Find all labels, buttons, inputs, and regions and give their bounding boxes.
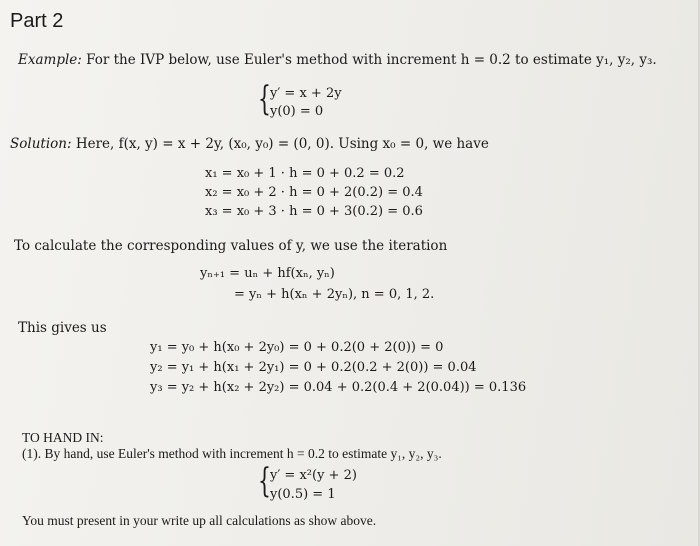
x-step-2: x₂ = x₀ + 2 · h = 0 + 2(0.2) = 0.4 — [205, 185, 423, 200]
page-heading: Part 2 — [10, 10, 64, 32]
example-initial-condition: y(0) = 0 — [270, 104, 324, 119]
x-step-1: x₁ = x₀ + 1 · h = 0 + 0.2 = 0.2 — [205, 166, 405, 181]
y-step-2: y₂ = y₁ + h(x₁ + 2y₁) = 0 + 0.2(0.2 + 2(0)) = 0.04 — [150, 360, 477, 375]
hand-in-footer: You must present in your write up all calculations as show above. — [22, 513, 377, 528]
example-ode: y′ = x + 2y — [270, 86, 342, 101]
iteration-formula-1: yₙ₊₁ = uₙ + hf(xₙ, yₙ) — [200, 266, 335, 281]
hand-in-ode: y′ = x²(y + 2) — [270, 468, 357, 483]
iteration-intro: To calculate the corresponding values of y, we use the iteration — [14, 238, 448, 254]
iteration-formula-2: = yₙ + h(xₙ + 2yₙ), n = 0, 1, 2. — [234, 287, 435, 302]
hand-in-title: TO HAND IN: — [22, 430, 104, 445]
hand-in-item: (1). By hand, use Euler's method with increment h = 0.2 to estimate y₁, y₂, y₃. — [22, 446, 442, 461]
solution-label: Solution: — [10, 136, 72, 152]
x-step-3: x₃ = x₀ + 3 · h = 0 + 3(0.2) = 0.6 — [205, 204, 423, 219]
left-brace-icon: { — [258, 79, 271, 119]
solution-statement — [10, 136, 489, 152]
left-brace-icon-2: { — [258, 461, 271, 501]
example-text: For the IVP below, use Euler's method with increment h = 0.2 to estimate y₁, y₂, y₃. — [86, 52, 657, 68]
hand-in-initial-condition: y(0.5) = 1 — [270, 487, 336, 502]
example-statement — [18, 52, 657, 68]
solution-text: Here, f(x, y) = x + 2y, (x₀, y₀) = (0, 0). Using x₀ = 0, we have — [75, 136, 489, 152]
y-step-1: y₁ = y₀ + h(x₀ + 2y₀) = 0 + 0.2(0 + 2(0)) = 0 — [150, 340, 444, 355]
y-step-3: y₃ = y₂ + h(x₂ + 2y₂) = 0.04 + 0.2(0.4 + 2(0.04)) = 0.136 — [150, 380, 527, 395]
gives-us-text: This gives us — [18, 320, 107, 336]
example-label: Example: — [18, 52, 82, 68]
